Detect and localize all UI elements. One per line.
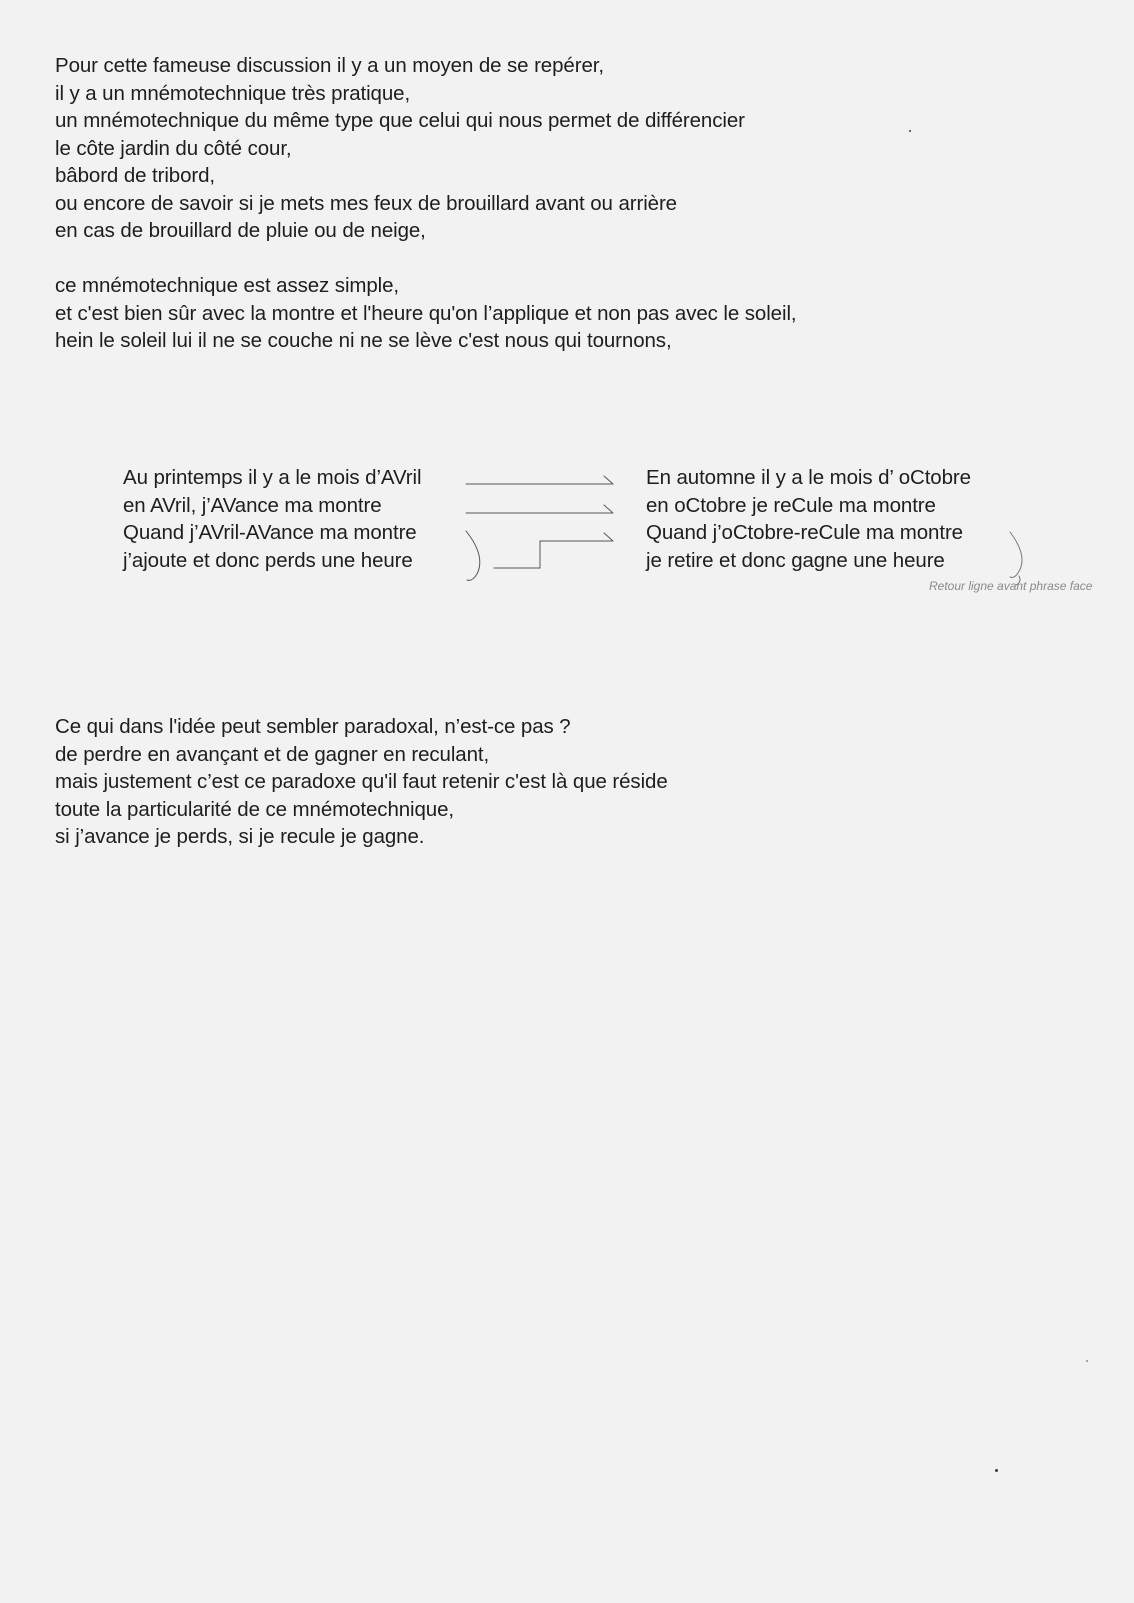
text-line: bâbord de tribord, <box>55 164 216 187</box>
step-connector <box>494 541 542 568</box>
arrow-row-2 <box>466 505 613 513</box>
line-break-mark-left <box>466 531 480 580</box>
text-line: ou encore de savoir si je mets mes feux de brouillard avant ou arrière <box>55 191 677 215</box>
spring-line: Au printemps il y a le mois d’AVril <box>123 466 422 489</box>
autumn-line: en oCtobre je reCule ma montre <box>646 493 936 517</box>
text-line: le côte jardin du côté cour, <box>55 136 292 160</box>
text-line: en cas de brouillard de pluie ou de neige, <box>55 219 426 242</box>
autumn-line: je retire et donc gagne une heure <box>646 548 945 572</box>
line-break-mark-right <box>1010 532 1022 585</box>
spring-line: en AVril, j’AVance ma montre <box>123 493 382 517</box>
text-line: un mnémotechnique du même type que celui qui nous permet de différencier <box>55 109 745 132</box>
arrow-row-1 <box>466 476 613 484</box>
autumn-line: En automne il y a le mois d’ oCtobre <box>646 466 971 489</box>
text-line: Pour cette fameuse discussion il y a un moyen de se repérer, <box>55 54 604 77</box>
conclusion-paragraph <box>55 713 668 851</box>
text-line: hein le soleil lui il ne se couche ni ne se lève c'est nous qui tournons, <box>55 329 672 352</box>
spring-line: j’ajoute et donc perds une heure <box>123 548 413 572</box>
spring-column <box>123 464 421 574</box>
autumn-column <box>646 464 971 574</box>
arrow-row-3 <box>542 533 613 541</box>
text-line: et c'est bien sûr avec la montre et l'heure qu'on l’applique et non pas avec le soleil, <box>55 301 797 325</box>
paper-speck <box>995 1469 998 1472</box>
rule-paragraph <box>55 272 797 355</box>
spring-line: Quand j’AVril-AVance ma montre <box>123 521 417 544</box>
autumn-line: Quand j’oCtobre-reCule ma montre <box>646 521 963 544</box>
text-line: toute la particularité de ce mnémotechnique, <box>55 797 455 821</box>
text-line: ce mnémotechnique est assez simple, <box>55 274 400 297</box>
paper-speck <box>909 130 911 132</box>
paper-speck <box>1086 1360 1088 1362</box>
intro-paragraph <box>55 52 745 245</box>
text-line: mais justement c’est ce paradoxe qu'il faut retenir c'est là que réside <box>55 770 668 793</box>
text-line: Ce qui dans l'idée peut sembler paradoxal, n’est-ce pas ? <box>55 715 571 738</box>
handwritten-note: Retour ligne avant phrase face <box>929 579 1093 593</box>
text-line: de perdre en avançant et de gagner en reculant, <box>55 742 490 766</box>
text-line: si j’avance je perds, si je recule je gagne. <box>55 825 425 848</box>
text-line: il y a un mnémotechnique très pratique, <box>55 81 411 105</box>
